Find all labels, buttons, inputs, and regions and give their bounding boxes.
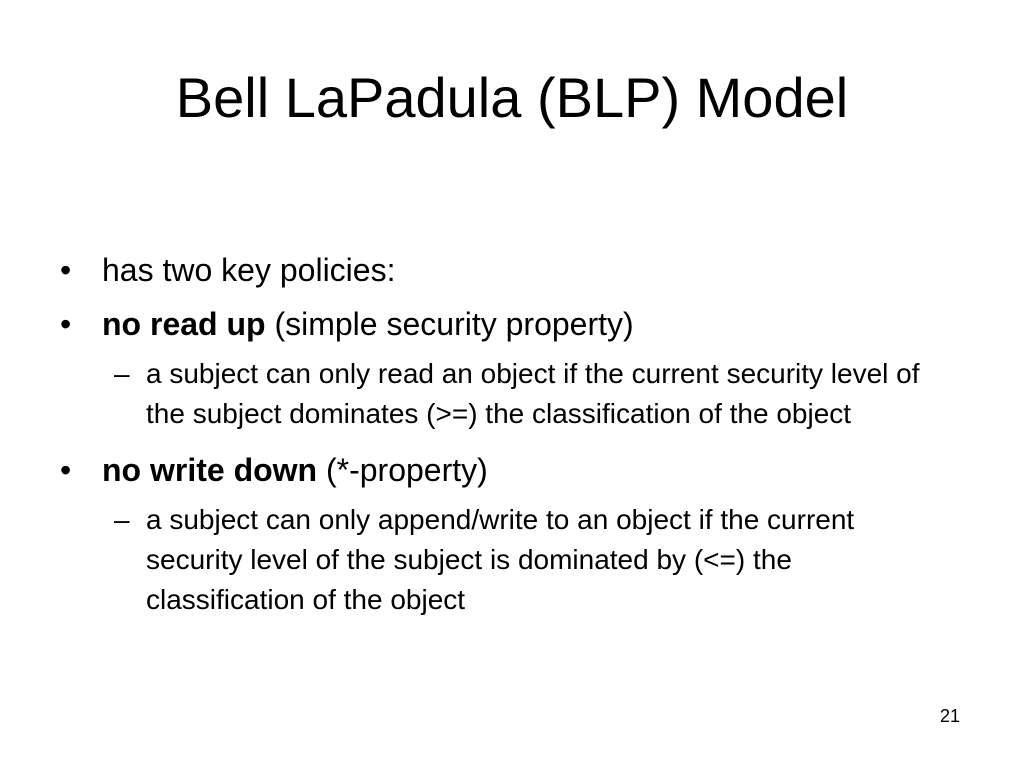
- sub-bullet-item: [60, 354, 926, 434]
- sub-bullet-text: a subject can only read an object if the current security level of the subject dominates (>=) the classification of the object: [146, 358, 920, 429]
- slide-title: Bell LaPadula (BLP) Model: [175, 66, 849, 129]
- dash-icon: –: [114, 504, 130, 535]
- bullet-icon: •: [60, 306, 72, 342]
- sub-bullet-item: [60, 500, 926, 620]
- bullet-icon: •: [60, 452, 72, 488]
- bullet-text: (*-property): [317, 452, 488, 488]
- bullet-lead: no read up: [102, 306, 266, 342]
- bullet-icon: •: [60, 252, 72, 288]
- bullet-item: [60, 300, 960, 348]
- bullet-lead: no write down: [102, 452, 318, 488]
- dash-icon: –: [114, 358, 130, 389]
- page-number: 21: [939, 706, 960, 726]
- bullet-text: has two key policies:: [102, 252, 396, 288]
- slide-body: [60, 246, 960, 632]
- bullet-text: (simple security property): [265, 306, 634, 342]
- sub-bullet-text: a subject can only append/write to an object if the current security level of the subject is dominated by (<=) the classification of the object: [146, 504, 855, 615]
- bullet-item: [60, 246, 960, 294]
- bullet-item: [60, 446, 960, 494]
